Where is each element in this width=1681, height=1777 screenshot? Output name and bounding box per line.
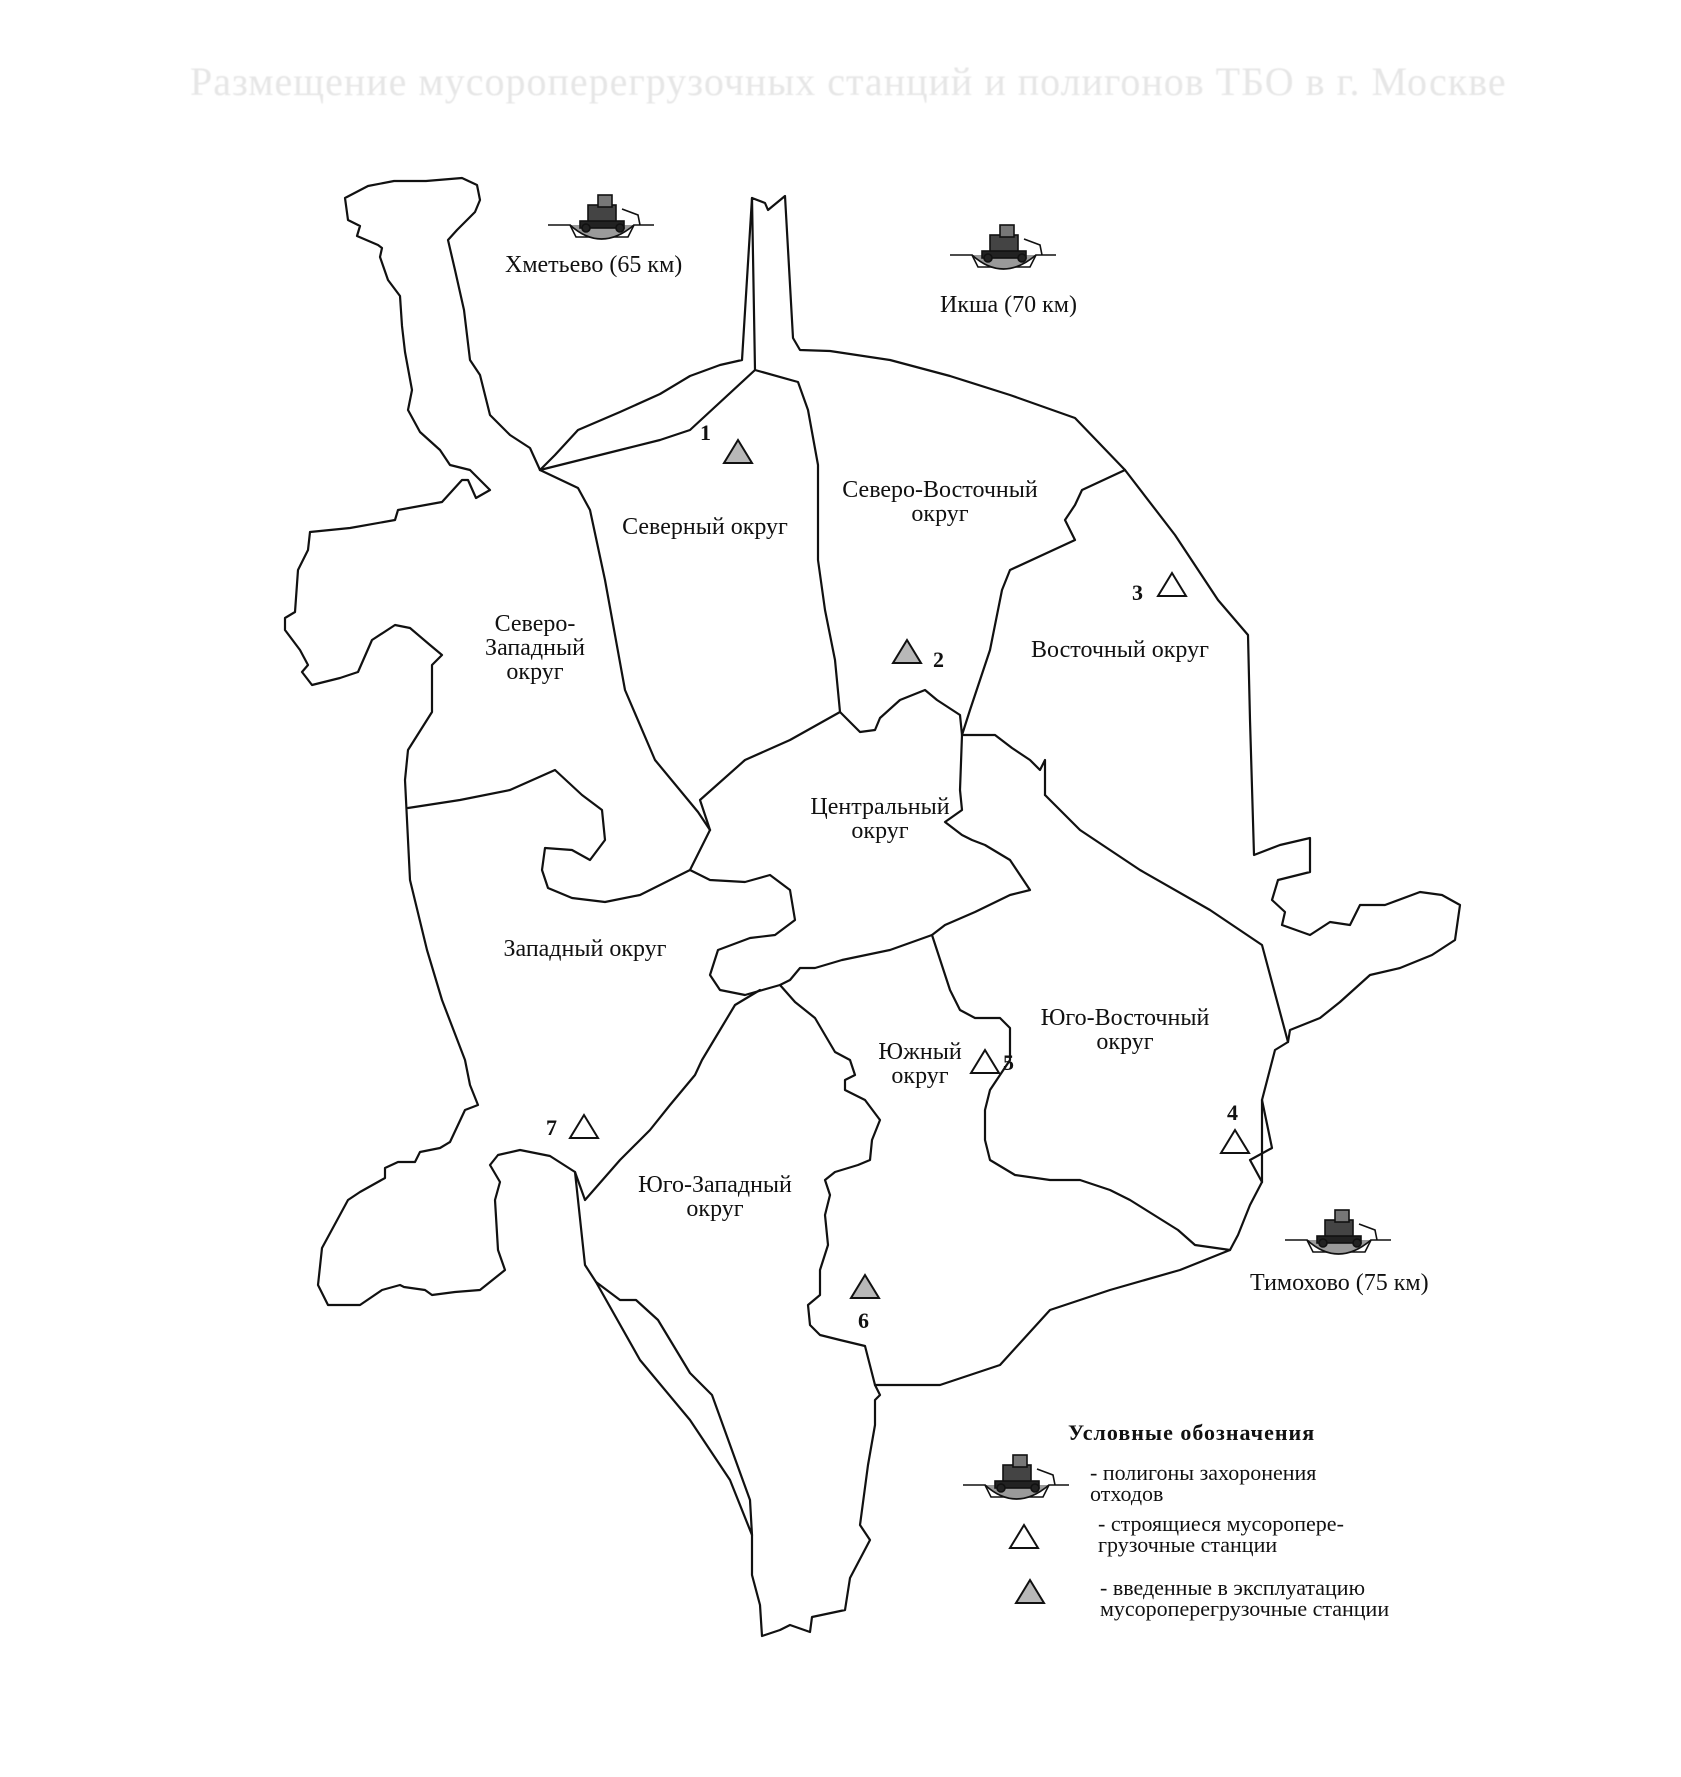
station-number-4: 4 [1227,1100,1238,1125]
district-label-southeast: Юго-Восточный округ [1040,1005,1210,1055]
district-label-east: Восточный округ [1031,637,1209,663]
district-label-west: Западный округ [503,936,667,962]
triangle-outline-icon [1010,1525,1038,1548]
station-number-5: 5 [1003,1050,1014,1075]
district-label-northwest: Северо- Западный округ [485,611,585,685]
district-label-southwest: Юго-Западный округ [638,1172,792,1222]
district-label-north: Северный округ [622,514,788,540]
landfill-name-timokhovo: Тимохово (75 км) [1250,1270,1429,1296]
legend-operating-text: - введенные в эксплуатацию мусороперегрузочные станции [1100,1575,1390,1621]
legend-title: Условные обозначения [1068,1420,1316,1445]
legend-construction-text: - строящиеся мусоропере- грузочные станции [1098,1511,1344,1557]
landfill-name-iksha: Икша (70 км) [940,292,1077,318]
district-label-northeast: Северо-Восточный округ [842,477,1038,527]
district-label-central: Центральный округ [810,794,950,844]
station-number-6: 6 [858,1308,869,1333]
station-number-3: 3 [1132,580,1143,605]
station-number-7: 7 [546,1115,557,1140]
station-number-2: 2 [933,647,944,672]
district-label-south: Южный округ [878,1039,962,1089]
legend-landfill-text: - полигоны захоронения отходов [1090,1460,1317,1506]
landfill-name-khmetyevo: Хметьево (65 км) [505,252,683,278]
map-title: Размещение мусороперегрузочных станций и полигонов ТБО в г. Москве [190,59,1507,104]
station-number-1: 1 [700,420,711,445]
triangle-filled-icon [1016,1580,1044,1603]
